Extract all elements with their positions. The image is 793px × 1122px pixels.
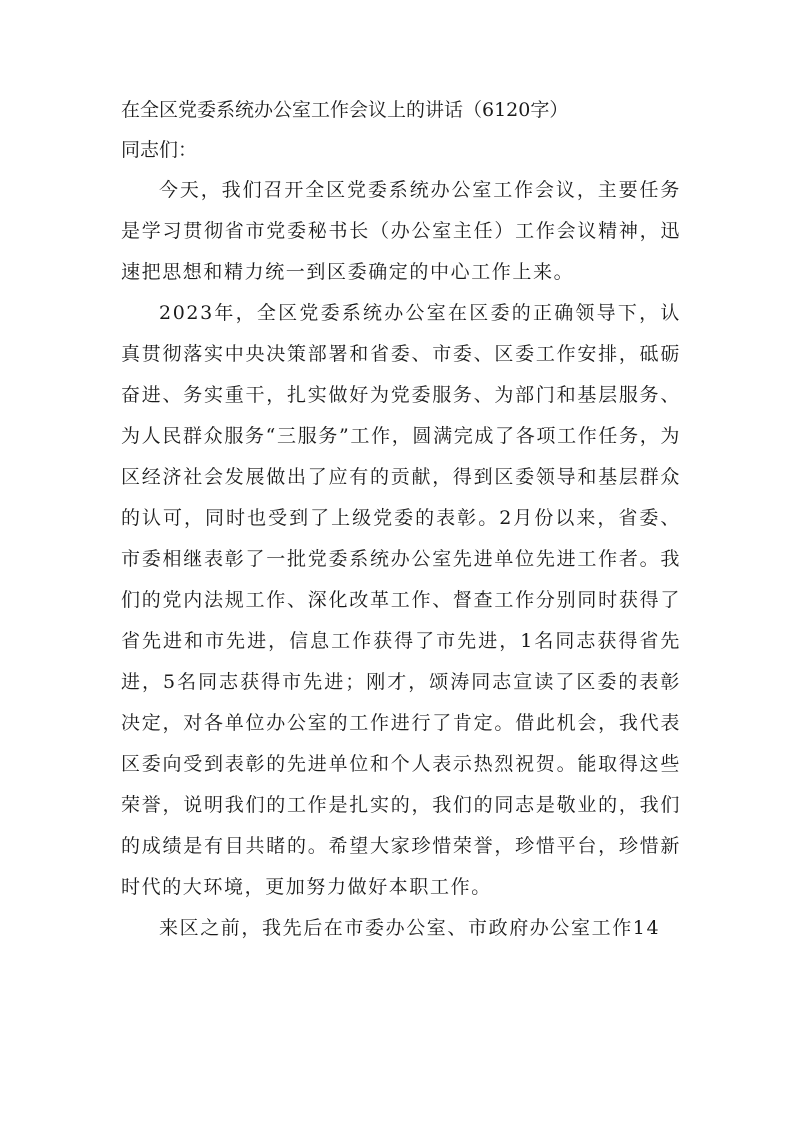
paragraph-1: 今天，我们召开全区党委系统办公室工作会议，主要任务是学习贯彻省市党委秘书长（办公室主任）工作会议精神，迅速把思想和精力统一到区委确定的中心工作上来。 bbox=[121, 179, 681, 283]
paragraph-2: 2023年，全区党委系统办公室在区委的正确领导下，认真贯彻落实中央决策部署和省委、市委、区委工作安排，砥砺奋进、务实重干，扎实做好为党委服务、为部门和基层服务、为人民群众服务“三服务”工作，圆满完成了各项工作任务，为区经济社会发展做出了应有的贡献，得到区委领导和基层群众的认可，同时也受到了上级党委的表彰。2月份以来，省委、市委相继表彰了一批党委系统办公室先进单位先进工作者。我们的党内法规工作、深化改革工作、督查工作分别同时获得了省先进和市先进，信息工作获得了市先进，1名同志获得省先进，5名同志获得市先进；刚才，颂涛同志宣读了区委的表彰决定，对各单位办公室的工作进行了肯定。借此机会，我代表区委向受到表彰的先进单位和个人表示热烈祝贺。能取得这些荣誉，说明我们的工作是扎实的，我们的同志是敬业的，我们的成绩是有目共睹的。希望大家珍惜荣誉，珍惜平台，珍惜新时代的大环境，更加努力做好本职工作。 bbox=[121, 302, 681, 898]
salutation: 同志们： bbox=[121, 139, 198, 161]
paragraph-3: 来区之前，我先后在市委办公室、市政府办公室工作14 bbox=[159, 917, 661, 939]
document-page bbox=[121, 90, 681, 949]
document-title: 在全区党委系统办公室工作会议上的讲话（6120字） bbox=[121, 99, 569, 121]
